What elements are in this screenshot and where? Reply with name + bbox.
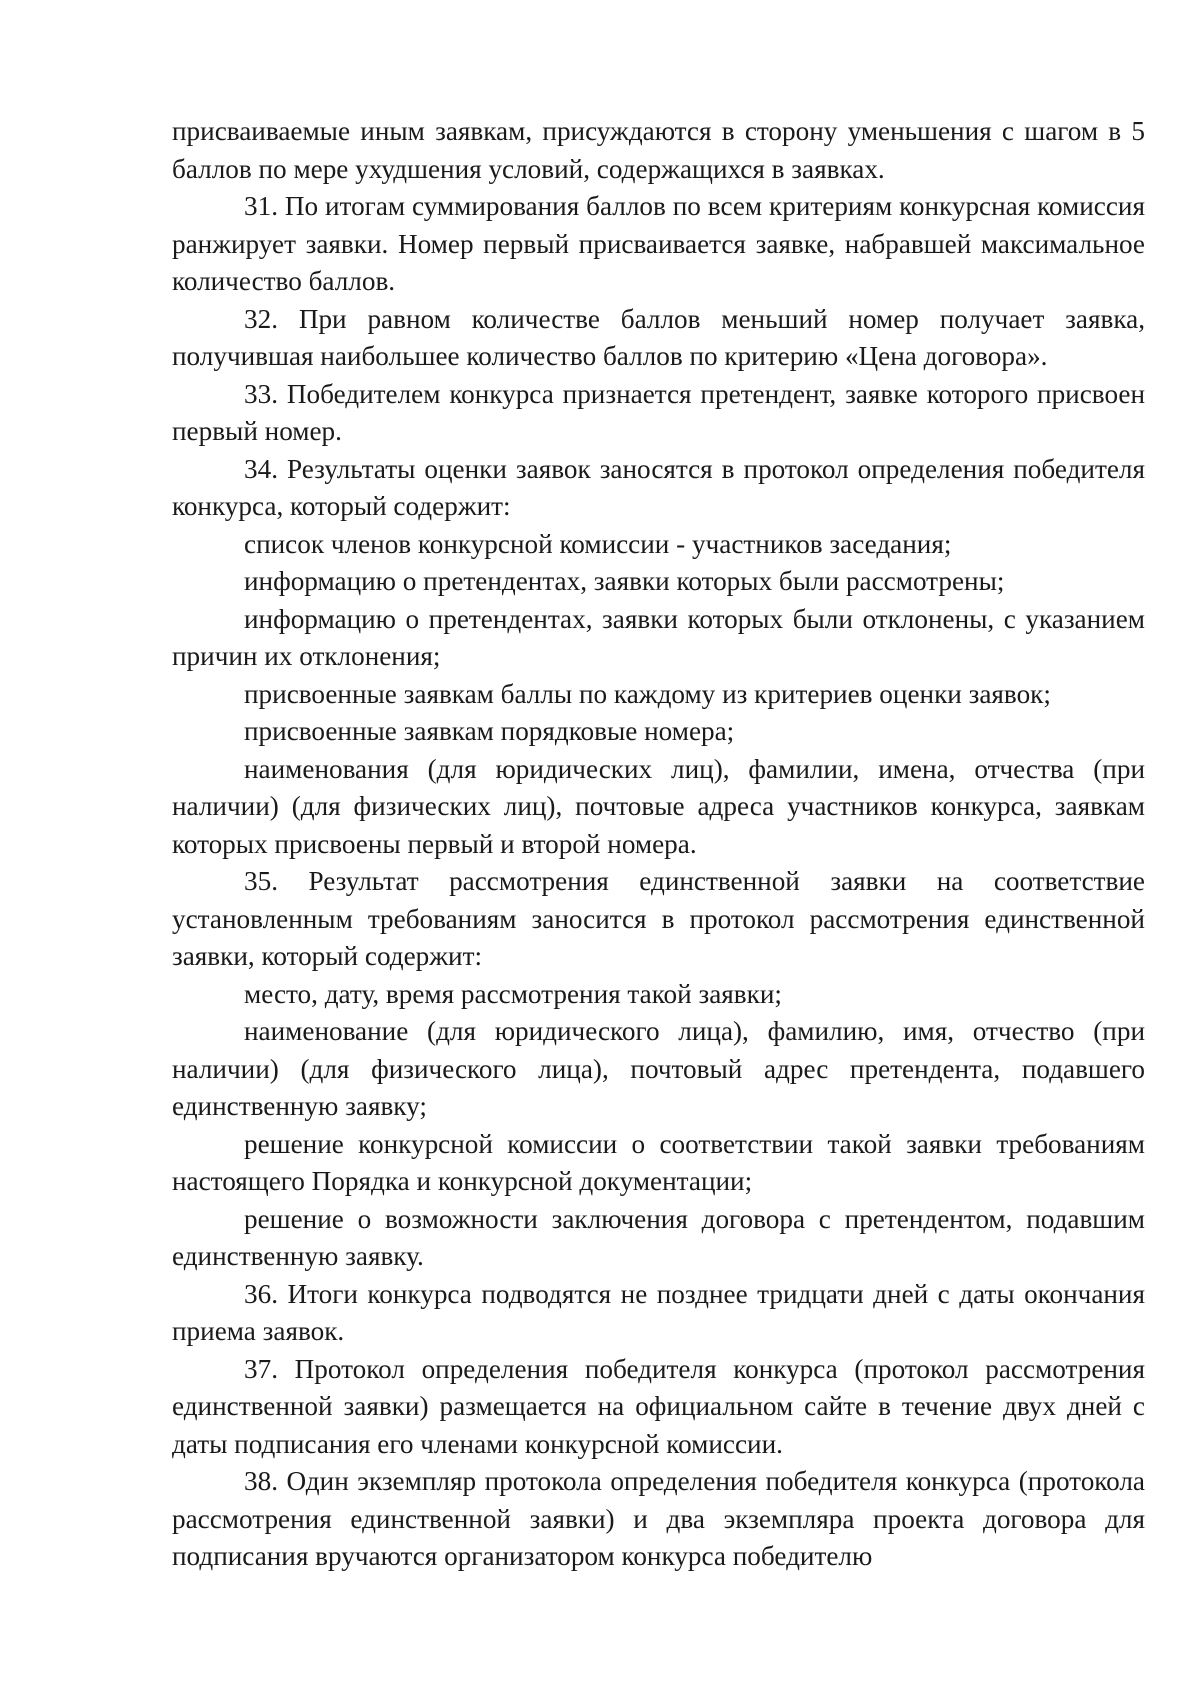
- paragraph-37: 37. Протокол определения победителя конкурса (протокол рассмотрения единственной заявки) размещается на официальном сайте в течение двух дней с даты подписания его членами конкурсной комиссии.: [172, 1353, 1145, 1459]
- paragraph-35: 35. Результат рассмотрения единственной заявки на соответствие установленным требованиям заносится в протокол рассмотрения единственной заявки, который содержит:: [172, 866, 1145, 971]
- list-item-applicant: наименование (для юридического лица), фамилию, имя, отчество (при наличии) (для физического лица), почтовый адрес претендента, подавшего единственную заявку;: [172, 1016, 1145, 1121]
- list-item-names: наименования (для юридических лиц), фамилии, имена, отчества (при наличии) (для физических лиц), почтовые адреса участников конкурса, заявкам которых присвоены первый и второй номера.: [172, 753, 1145, 859]
- list-item-reviewed: информацию о претендентах, заявки которых были рассмотрены;: [244, 566, 1005, 596]
- paragraph-31: 31. По итогам суммирования баллов по всем критериям конкурсная комиссия ранжирует заявки. Номер первый присваивается заявке, набравшей максимальное количество баллов.: [172, 191, 1145, 296]
- document-body: [172, 113, 1145, 1576]
- list-item-rejected: информацию о претендентах, заявки которых были отклонены, с указанием причин их отклонения;: [172, 603, 1145, 671]
- list-item-scores: присвоенные заявкам баллы по каждому из критериев оценки заявок;: [244, 678, 1051, 709]
- paragraph-32: 32. При равном количестве баллов меньший номер получает заявка, получившая наибольшее количество баллов по критерию «Цена договора».: [172, 303, 1145, 371]
- list-item-place-date: место, дату, время рассмотрения такой заявки;: [244, 978, 782, 1009]
- list-item-compliance: решение конкурсной комиссии о соответствии такой заявки требованиям настоящего Порядка и конкурсной документации;: [172, 1128, 1145, 1196]
- list-item-numbers: присвоенные заявкам порядковые номера;: [244, 716, 735, 746]
- paragraph-continuation: присваиваемые иным заявкам, присуждаются в сторону уменьшения с шагом в 5 баллов по мере ухудшения условий, содержащихся в заявках.: [172, 116, 1145, 184]
- list-item-members: список членов конкурсной комиссии - участников заседания;: [244, 528, 952, 559]
- paragraph-33: 33. Победителем конкурса признается претендент, заявке которого присвоен первый номер.: [172, 378, 1145, 446]
- paragraph-36: 36. Итоги конкурса подводятся не позднее тридцати дней с даты окончания приема заявок.: [172, 1278, 1145, 1346]
- list-item-contract: решение о возможности заключения договора с претендентом, подавшим единственную заявку.: [172, 1203, 1145, 1271]
- paragraph-34: 34. Результаты оценки заявок заносятся в протокол определения победителя конкурса, который содержит:: [172, 453, 1145, 521]
- paragraph-38: 38. Один экземпляр протокола определения победителя конкурса (протокола рассмотрения единственной заявки) и два экземпляра проекта договора для подписания вручаются организатором конкурса победителю: [172, 1466, 1145, 1571]
